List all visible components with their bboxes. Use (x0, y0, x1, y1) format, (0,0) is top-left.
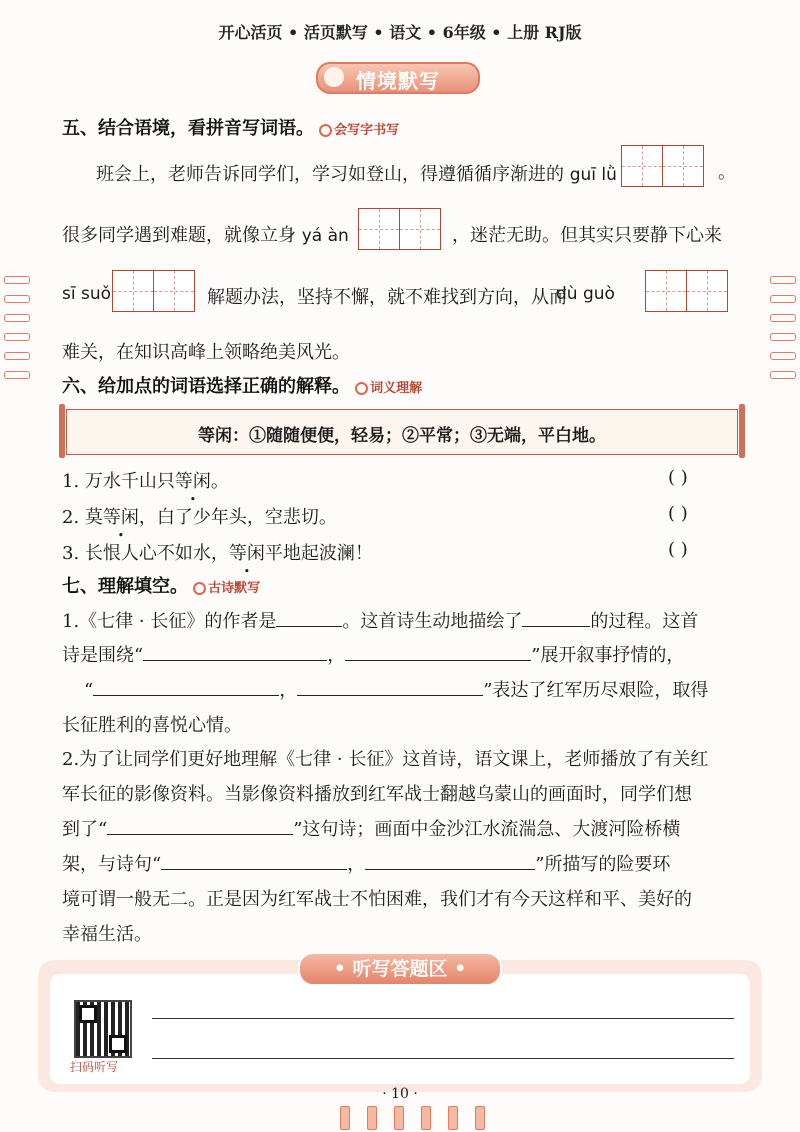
s7-q1-line1 (62, 607, 698, 633)
q1-text: ， (327, 645, 346, 666)
s5-line2 (62, 221, 349, 247)
s5-line3-py2 (556, 283, 615, 304)
q1-text: “ (84, 680, 94, 701)
blank-line-g[interactable] (365, 851, 535, 870)
item-text: 长恨人心不如水， (84, 543, 229, 564)
s7-q2-line2: 军长征的影像资料。当影像资料播放到红军战士翻越乌蒙山的画面时，同学们想 (62, 784, 692, 805)
item-text: 莫 (84, 507, 103, 528)
page-number: · 10 · (382, 1086, 418, 1102)
blank-line-b[interactable] (345, 642, 531, 661)
q2-text: 架，与诗句“ (62, 854, 162, 875)
heart-book-icon (324, 67, 344, 87)
q1-text: 1.《七律 · 长征》的作者是 (62, 611, 277, 632)
blank-line-c[interactable] (93, 677, 279, 696)
s7-q2-line1: 2.为了让同学们更好地理解《七律 · 长征》这首诗，语文课上，老师播放了有关红 (62, 749, 709, 770)
section7-heading: 七、理解填空。 (62, 576, 188, 597)
s6-item-1 (62, 467, 229, 493)
tag-icon (355, 382, 368, 395)
item-text: 。 (210, 471, 229, 492)
item-number: 2. (62, 507, 80, 528)
section6-tag: 词义理解 (370, 381, 423, 396)
q1-text: ， (279, 680, 298, 701)
section7-tag: 古诗默写 (208, 581, 261, 596)
answer-paren-1[interactable]: ( ) (668, 467, 688, 488)
blank-process[interactable] (522, 608, 590, 627)
char-grid-1[interactable] (621, 145, 704, 187)
s7-q2-line3 (62, 815, 680, 841)
section6-heading: 六、给加点的词语选择正确的解释。 (62, 376, 350, 397)
pinyin-du-guo: dù guò (556, 284, 615, 304)
s7-q2-line5: 境可谓一般无二。正是因为红军战士不怕困难，我们才有今天这样和平、美好的 (62, 889, 692, 910)
tag-icon (193, 582, 206, 595)
q1-text: 。这首诗生动地描绘了 (342, 611, 523, 632)
s5-line3-py (62, 283, 111, 304)
emphasized-word: 等闲 (102, 507, 139, 528)
item-text: 万水千山只 (84, 471, 175, 492)
section-banner (316, 62, 480, 94)
s5-line1-end: 。 (718, 162, 736, 183)
bottom-decoration (340, 1106, 485, 1130)
section5-heading-row (62, 114, 399, 140)
s5-text: 很多同学遇到难题，就像立身 (62, 225, 296, 246)
qr-code-icon[interactable] (74, 1000, 132, 1058)
q2-text: ”这句诗；画面中金沙江水流湍急、大渡河险桥横 (293, 819, 681, 840)
s5-line1 (96, 160, 617, 186)
page-header: 开心活页 • 活页默写 • 语文 • 6年级 • 上册 RJ版 (218, 23, 582, 42)
q2-text: ”所描写的险要环 (535, 854, 671, 875)
s5-line3-text: 解题办法，坚持不懈，就不难找到方向，从而 (207, 287, 567, 308)
blank-line-a[interactable] (143, 642, 327, 661)
pinyin-ya-an: yá àn (301, 226, 349, 246)
item-text: 平地起波澜！ (264, 543, 373, 564)
s7-q2-line4 (62, 850, 670, 876)
emphasized-word: 等闲 (228, 543, 265, 564)
s7-q2-line6: 幸福生活。 (62, 924, 152, 945)
q1-text: 的过程。这首 (590, 611, 699, 632)
writing-line-2[interactable] (152, 1058, 734, 1059)
writing-line-1[interactable] (152, 1018, 734, 1019)
q1-text: 诗是围绕“ (62, 645, 144, 666)
s7-q1-line2 (62, 641, 684, 667)
emphasized-word: 等闲 (174, 471, 211, 492)
s5-line2-b: ，迷茫无助。但其实只要静下心来 (452, 225, 722, 246)
s6-item-2 (62, 503, 337, 529)
section7-heading-row (62, 572, 260, 598)
tag-icon (319, 124, 332, 137)
item-text: ，白了少年头，空悲切。 (138, 507, 337, 528)
s5-text: 班会上，老师告诉同学们，学习如登山，得遵循循序渐进的 (96, 164, 564, 185)
q1-text: ”展开叙事抒情的， (531, 645, 685, 666)
answer-paren-2[interactable]: ( ) (668, 503, 688, 524)
dictation-title: • 听写答题区 • (298, 952, 502, 986)
section6-heading-row (62, 372, 422, 398)
s5-line4: 难关，在知识高峰上领略绝美风光。 (62, 342, 350, 363)
blank-line-f[interactable] (161, 851, 347, 870)
definition-text: 等闲：①随随便便，轻易；②平常；③无端，平白地。 (198, 426, 606, 446)
answer-paren-3[interactable]: ( ) (668, 539, 688, 560)
blank-author[interactable] (276, 608, 342, 627)
qr-label: 扫码听写 (70, 1060, 119, 1074)
left-margin-decoration (4, 276, 30, 390)
section5-tag: 会写字书写 (334, 123, 400, 138)
pinyin-gui-lv: guī lǜ (569, 165, 617, 185)
item-number: 3. (62, 543, 80, 564)
right-margin-decoration (770, 276, 796, 390)
s7-q1-line4: 长征胜利的喜悦心情。 (62, 715, 242, 736)
dictation-inner (50, 974, 750, 1084)
item-number: 1. (62, 471, 80, 492)
q1-text: ”表达了红军历尽艰险，取得 (483, 680, 709, 701)
pinyin-si-suo: sī suǒ (62, 284, 112, 304)
char-grid-4[interactable] (645, 270, 728, 312)
section5-heading: 五、结合语境，看拼音写词语。 (62, 118, 314, 139)
blank-line-e[interactable] (107, 816, 293, 835)
char-grid-3[interactable] (112, 270, 195, 312)
banner-title: 情境默写 (356, 69, 440, 93)
blank-line-d[interactable] (297, 677, 483, 696)
s6-item-3 (62, 539, 373, 565)
q2-text: ， (347, 854, 366, 875)
q2-text: 到了“ (62, 819, 108, 840)
s7-q1-line3 (84, 676, 708, 702)
char-grid-2[interactable] (358, 208, 441, 250)
definition-box (66, 409, 738, 455)
